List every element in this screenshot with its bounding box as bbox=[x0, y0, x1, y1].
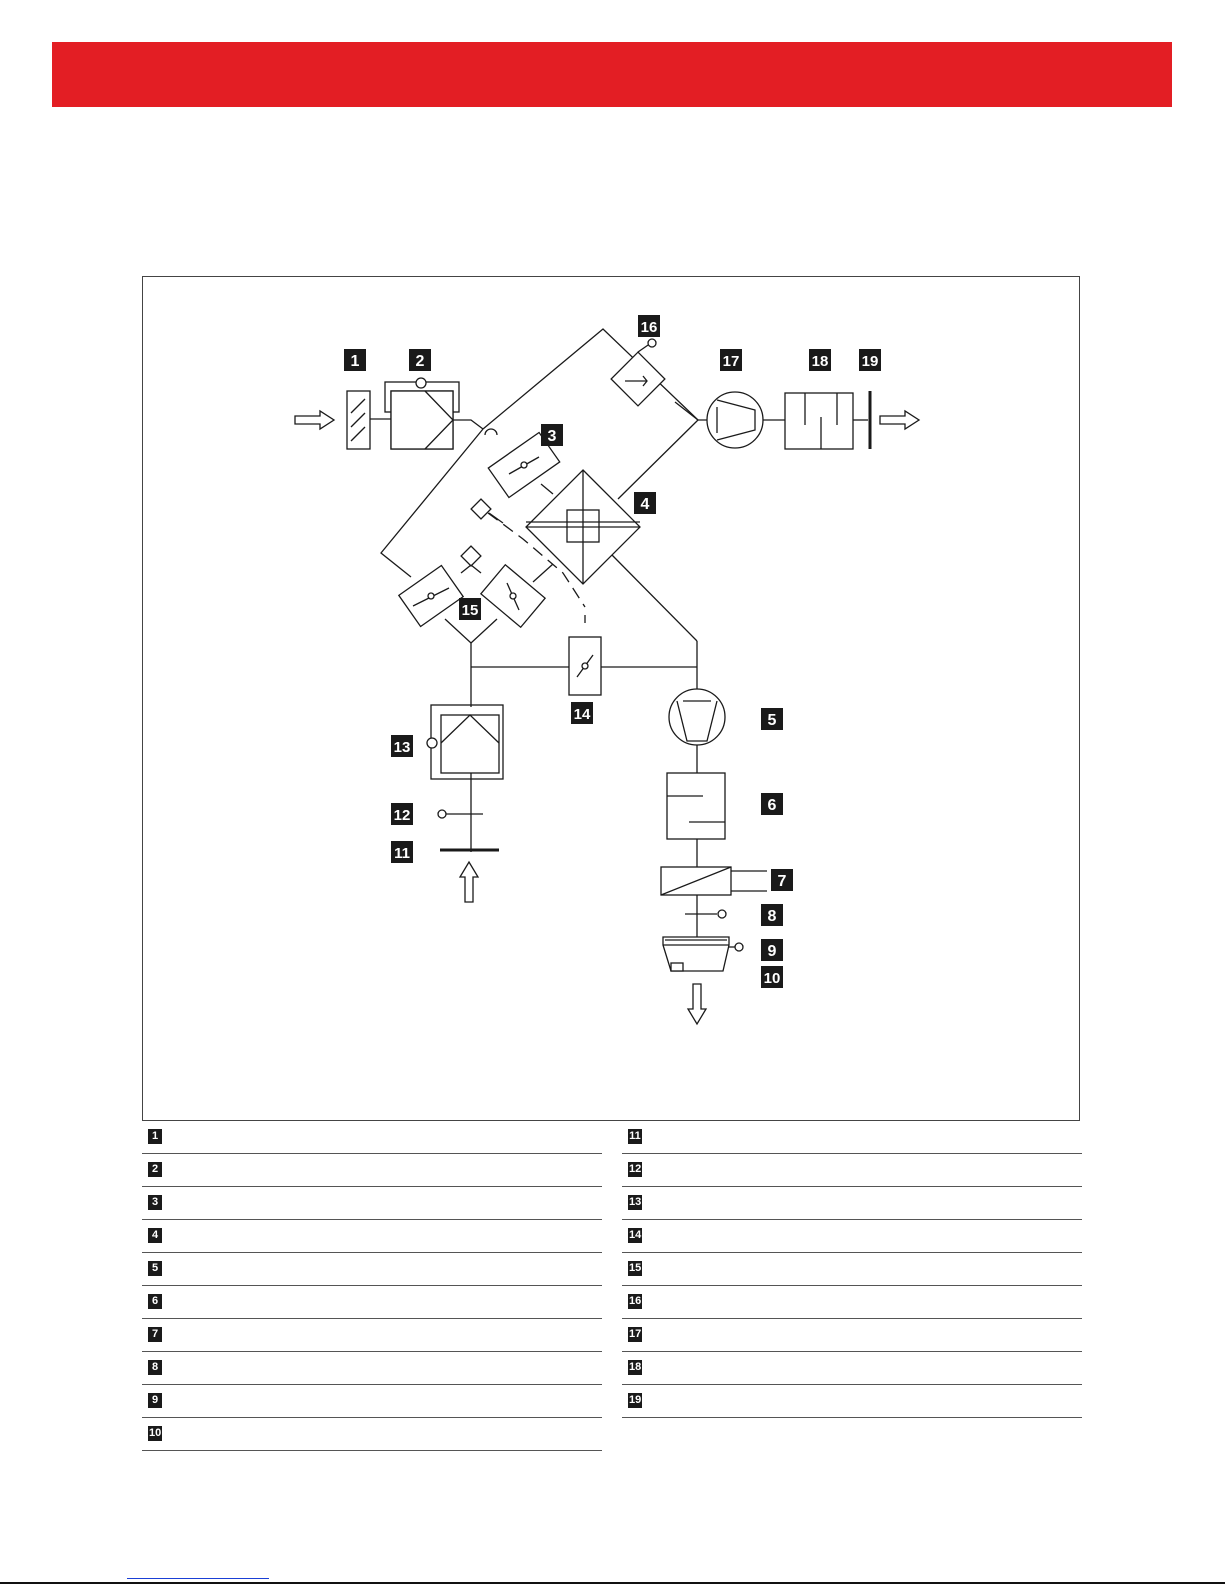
svg-text:9: 9 bbox=[767, 943, 777, 960]
svg-text:2: 2 bbox=[415, 353, 425, 370]
legend-row bbox=[142, 1253, 602, 1286]
svg-text:16: 16 bbox=[640, 319, 658, 336]
sensor-small-a bbox=[471, 499, 491, 519]
legend-row bbox=[622, 1286, 1082, 1319]
legend-number-badge: 4 bbox=[148, 1228, 162, 1243]
legend-number-badge: 8 bbox=[148, 1360, 162, 1375]
badge-1 bbox=[344, 349, 366, 371]
legend-number-badge: 9 bbox=[148, 1393, 162, 1408]
svg-text:14: 14 bbox=[573, 706, 591, 723]
legend-number-badge: 3 bbox=[148, 1195, 162, 1210]
svg-text:5: 5 bbox=[767, 712, 777, 729]
badge-13 bbox=[391, 735, 413, 757]
badge-9 bbox=[761, 939, 783, 961]
legend-number-badge: 17 bbox=[629, 1328, 642, 1340]
coil-7-symbol bbox=[661, 867, 767, 895]
ventilation-schematic bbox=[143, 277, 1081, 1122]
legend-row bbox=[142, 1319, 602, 1352]
svg-text:4: 4 bbox=[640, 496, 650, 513]
legend-row bbox=[142, 1286, 602, 1319]
heater-13-symbol bbox=[427, 705, 503, 779]
supply-inlet-arrow bbox=[295, 411, 334, 429]
footer-divider bbox=[0, 1582, 1225, 1584]
svg-text:11: 11 bbox=[394, 845, 410, 862]
badge-12 bbox=[391, 803, 413, 825]
legend-number-badge: 14 bbox=[629, 1229, 642, 1241]
legend-number-badge: 12 bbox=[629, 1163, 642, 1175]
svg-text:12: 12 bbox=[393, 807, 411, 824]
legend-right-column bbox=[622, 1121, 1082, 1418]
exhaust-outlet-arrow bbox=[880, 411, 919, 429]
legend-row bbox=[142, 1220, 602, 1253]
legend-left-column bbox=[142, 1121, 602, 1451]
legend-row bbox=[142, 1121, 602, 1154]
exhaust-fan-symbol bbox=[707, 392, 763, 448]
legend-row bbox=[622, 1187, 1082, 1220]
badge-2 bbox=[409, 349, 431, 371]
legend-number-badge: 10 bbox=[149, 1427, 162, 1439]
legend-number-badge: 2 bbox=[148, 1162, 162, 1177]
svg-text:17: 17 bbox=[722, 353, 740, 370]
legend-number-badge: 19 bbox=[629, 1394, 642, 1406]
legend-row bbox=[622, 1319, 1082, 1352]
badge-17 bbox=[720, 349, 742, 371]
svg-text:10: 10 bbox=[763, 970, 781, 987]
badge-7 bbox=[771, 869, 793, 891]
svg-text:8: 8 bbox=[767, 908, 777, 925]
svg-text:13: 13 bbox=[393, 739, 411, 756]
badge-4 bbox=[634, 492, 656, 514]
legend-number-badge: 11 bbox=[629, 1130, 641, 1142]
legend-row bbox=[622, 1352, 1082, 1385]
legend-row bbox=[622, 1220, 1082, 1253]
svg-text:18: 18 bbox=[811, 353, 829, 370]
diffuser-9-symbol bbox=[663, 937, 743, 971]
legend-row bbox=[142, 1352, 602, 1385]
legend-number-badge: 7 bbox=[148, 1327, 162, 1342]
footer-link-underline[interactable] bbox=[127, 1578, 269, 1579]
sensor-small-b bbox=[461, 546, 481, 566]
legend-row bbox=[142, 1418, 602, 1451]
legend-number-badge: 15 bbox=[629, 1262, 642, 1274]
badge-18 bbox=[809, 349, 831, 371]
svg-text:1: 1 bbox=[350, 353, 360, 370]
schematic-lines bbox=[295, 329, 919, 1024]
svg-text:19: 19 bbox=[861, 353, 879, 370]
badge-3 bbox=[541, 424, 563, 446]
legend-row bbox=[622, 1385, 1082, 1418]
badge-8 bbox=[761, 904, 783, 926]
svg-text:3: 3 bbox=[547, 428, 557, 445]
badge-11 bbox=[391, 841, 413, 863]
badge-16 bbox=[638, 315, 660, 337]
badge-15 bbox=[459, 598, 481, 620]
legend-row bbox=[622, 1253, 1082, 1286]
silencer-18-symbol bbox=[785, 393, 853, 449]
svg-text:7: 7 bbox=[777, 873, 787, 890]
legend-number-badge: 18 bbox=[629, 1361, 642, 1373]
supply-outlet-arrow bbox=[688, 984, 706, 1024]
silencer-6-symbol bbox=[667, 773, 725, 839]
diagram-frame bbox=[142, 276, 1080, 1121]
badge-6 bbox=[761, 793, 783, 815]
filter-symbol bbox=[347, 391, 370, 449]
fresh-air-inlet-arrow bbox=[460, 862, 478, 902]
legend-number-badge: 16 bbox=[629, 1295, 642, 1307]
badge-10 bbox=[761, 966, 783, 988]
legend-row bbox=[142, 1385, 602, 1418]
heat-recovery-symbol bbox=[385, 378, 459, 449]
legend-number-badge: 6 bbox=[148, 1294, 162, 1309]
legend-row bbox=[142, 1187, 602, 1220]
badge-14 bbox=[571, 702, 593, 724]
legend-row bbox=[622, 1154, 1082, 1187]
legend-number-badge: 13 bbox=[629, 1196, 642, 1208]
legend-row bbox=[142, 1154, 602, 1187]
svg-text:15: 15 bbox=[461, 602, 479, 619]
badge-19 bbox=[859, 349, 881, 371]
damper-14-symbol bbox=[569, 637, 601, 695]
legend-row bbox=[622, 1121, 1082, 1154]
legend-number-badge: 1 bbox=[148, 1129, 162, 1144]
supply-fan-symbol bbox=[669, 689, 725, 745]
legend-number-badge: 5 bbox=[148, 1261, 162, 1276]
header-bar bbox=[52, 42, 1172, 107]
damper-16-symbol bbox=[611, 339, 665, 406]
badge-5 bbox=[761, 708, 783, 730]
svg-text:6: 6 bbox=[767, 797, 777, 814]
